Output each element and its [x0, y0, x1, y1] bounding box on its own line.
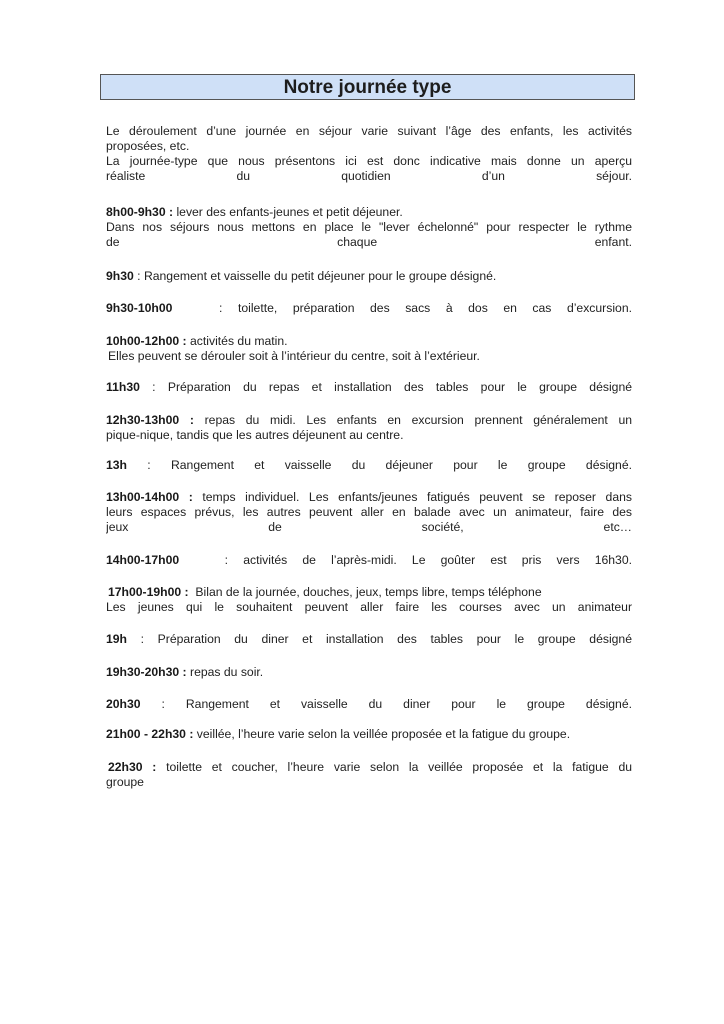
schedule-time: 8h00-9h30 :: [106, 205, 174, 219]
intro-line: réaliste du quotidien d’un séjour.: [106, 169, 632, 183]
schedule-text: repas du midi. Les enfants en excursion prennent généralement un: [204, 413, 632, 427]
schedule-time: 19h: [106, 632, 128, 646]
schedule-entry: [106, 585, 632, 615]
schedule-time: 12h30-13h00 :: [106, 413, 194, 427]
schedule-text: toilette et coucher, l’heure varie selon la veillée proposée et la fatigue du: [166, 760, 632, 774]
schedule-text: Bilan de la journée, douches, jeux, temps libre, temps téléphone: [195, 585, 542, 599]
schedule-entry: [106, 697, 632, 712]
intro-paragraph: [106, 124, 632, 184]
schedule-entry: [106, 301, 632, 316]
schedule-text: pique-nique, tandis que les autres déjeunent au centre.: [106, 428, 404, 442]
schedule-entry: [106, 727, 632, 742]
schedule-text: groupe: [106, 775, 144, 789]
schedule-time: 14h00-17h00: [106, 553, 180, 567]
intro-line: Le déroulement d’une journée en séjour varie suivant l’âge des enfants, les activités: [106, 124, 632, 138]
schedule-text: : Rangement et vaisselle du diner pour le groupe désigné.: [161, 697, 632, 711]
schedule-entry: [106, 269, 632, 284]
schedule-time: 21h00 - 22h30 :: [106, 727, 194, 741]
schedule-time: 11h30: [106, 380, 140, 394]
schedule-entry: [106, 760, 632, 790]
schedule-text: repas du soir.: [190, 665, 264, 679]
schedule-time: 22h30 :: [108, 760, 157, 774]
schedule-time: 10h00-12h00 :: [106, 334, 187, 348]
page-title: Notre journée type: [283, 77, 452, 98]
schedule-text: de chaque enfant.: [106, 235, 632, 249]
schedule-text: Elles peuvent se dérouler soit à l’intérieur du centre, soit à l’extérieur.: [108, 349, 480, 363]
schedule-entry: [106, 632, 632, 647]
schedule-text: leurs espaces prévus, les autres peuvent aller en balade avec un animateur, faire des: [106, 505, 632, 519]
schedule-text: activités du matin.: [190, 334, 288, 348]
schedule-time: 13h00-14h00 :: [106, 490, 193, 504]
schedule-text: : Rangement et vaisselle du déjeuner pour le groupe désigné.: [147, 458, 632, 472]
schedule-entry: [106, 380, 632, 395]
intro-line: La journée-type que nous présentons ici est donc indicative mais donne un aperçu: [106, 154, 632, 168]
schedule-text: : Rangement et vaisselle du petit déjeuner pour le groupe désigné.: [137, 269, 497, 283]
schedule-time: 9h30: [106, 269, 134, 283]
schedule-text: : Préparation du repas et installation des tables pour le groupe désigné: [152, 380, 632, 394]
schedule-time: 17h00-19h00 :: [108, 585, 189, 599]
schedule-text: Dans nos séjours nous mettons en place le "lever échelonné" pour respecter le rythme: [106, 220, 632, 234]
schedule-text: temps individuel. Les enfants/jeunes fatigués peuvent se reposer dans: [202, 490, 632, 504]
schedule-time: 20h30: [106, 697, 141, 711]
schedule-text: jeux de société, etc…: [106, 520, 632, 534]
schedule-text: : toilette, préparation des sacs à dos en cas d’excursion.: [219, 301, 632, 315]
schedule-text: : Préparation du diner et installation des tables pour le groupe désigné: [140, 632, 632, 646]
schedule-text: Les jeunes qui le souhaitent peuvent aller faire les courses avec un animateur: [106, 600, 632, 614]
schedule-entry: [106, 553, 632, 568]
schedule-entry: [106, 458, 632, 473]
schedule-entry: [106, 413, 632, 443]
schedule-entry: [106, 665, 632, 680]
schedule-text: : activités de l’après-midi. Le goûter est pris vers 16h30.: [224, 553, 632, 567]
schedule-entry: [106, 205, 632, 250]
intro-line: proposées, etc.: [106, 139, 190, 153]
schedule-time: 13h: [106, 458, 128, 472]
title-banner: [100, 74, 635, 100]
schedule-entry: [106, 334, 632, 364]
schedule-text: veillée, l’heure varie selon la veillée proposée et la fatigue du groupe.: [196, 727, 571, 741]
schedule-text: lever des enfants-jeunes et petit déjeuner.: [176, 205, 403, 219]
schedule-entry: [106, 490, 632, 535]
schedule-time: 19h30-20h30 :: [106, 665, 187, 679]
schedule-time: 9h30-10h00: [106, 301, 173, 315]
